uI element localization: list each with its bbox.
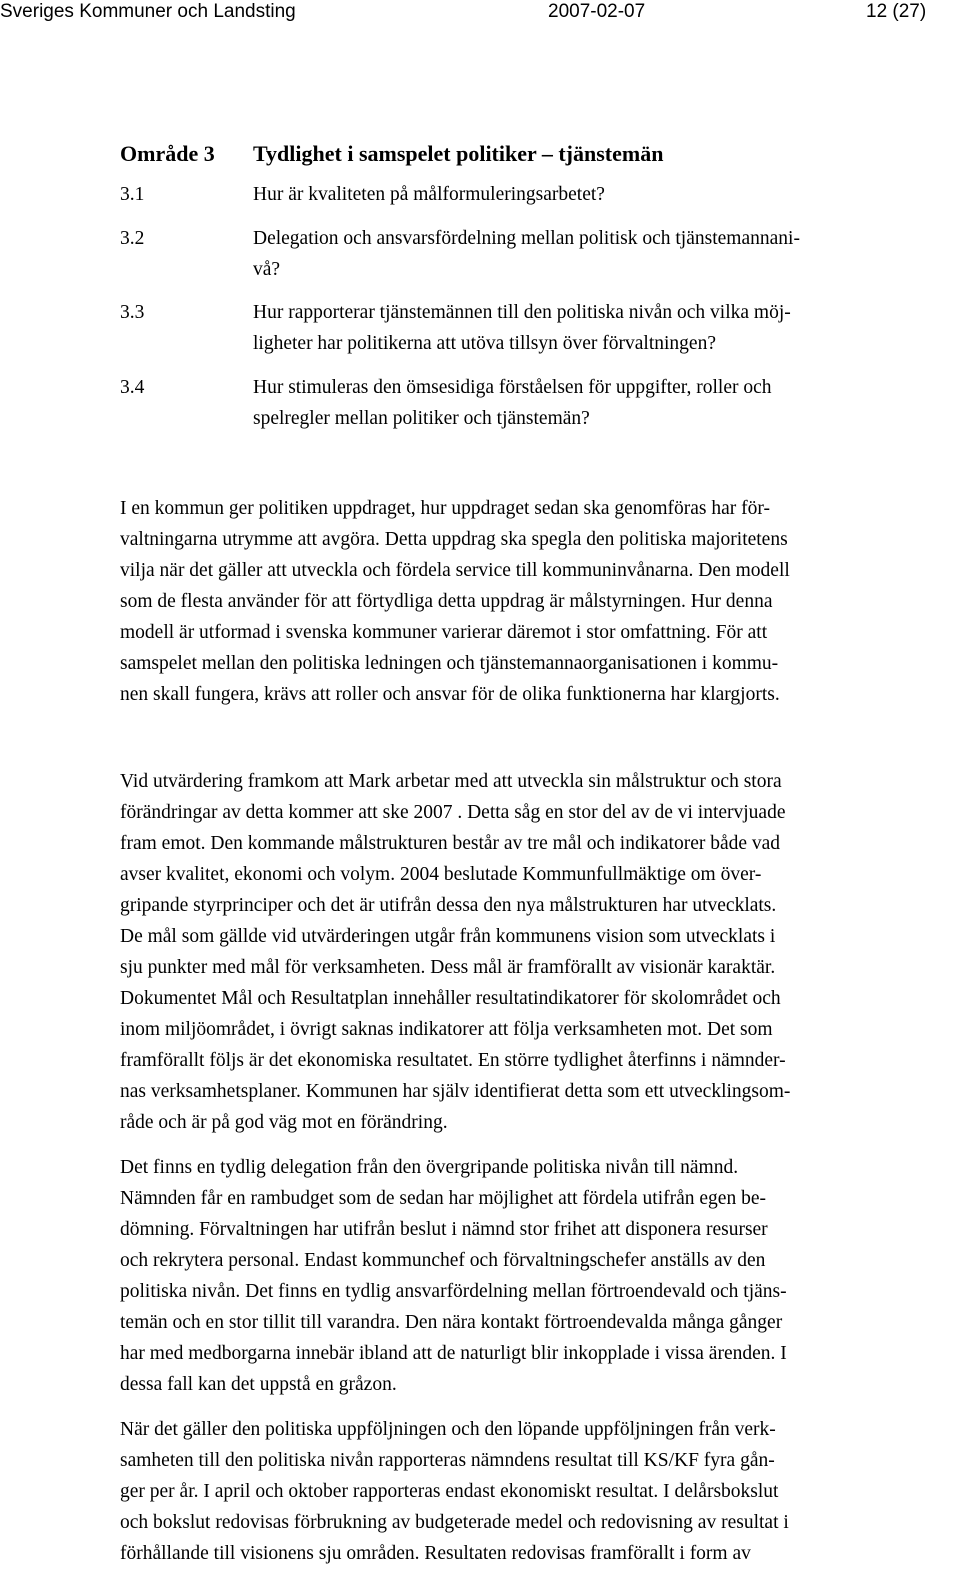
- page-header: [0, 0, 960, 28]
- header-page-number: 12 (27): [866, 1, 927, 22]
- header-date: 2007-02-07: [548, 1, 646, 22]
- body-paragraph: När det gäller den politiska uppföljningen och den löpande uppföljningen från verk- samheten till den politiska nivån rapporteras nämndens resultat till KS/KF fyra gån- ger per år. I april och oktober rapporteras endast ekonomiskt resultat. I delårsbokslut och bokslut redovisas förbrukning av budgeterade medel och redovisning av resultat i förhållande till visionens sju områden. Resultaten redovisas framförallt i form av: [120, 1419, 789, 1564]
- section-number: Område 3: [120, 141, 215, 166]
- body-paragraph: Vid utvärdering framkom att Mark arbetar med att utveckla sin målstruktur och stora förändringar av detta kommer att ske 2007 . Detta såg en stor del av de vi intervjuade fram emot. Den kommande målstrukturen består av tre mål och indikatorer både vad avser kvalitet, ekonomi och volym. 2004 beslutade Kommunfullmäktige om över- gripande styrprinciper och det är utifrån dessa den nya målstrukturen har utvecklats. De mål som gällde vid utvärderingen utgår från kommunens vision som utvecklats i sju punkter med mål för verksamheten. Dess mål är framförallt av visionär karaktär. Dokumentet Mål och Resultatplan innehåller resultatindikatorer för skolområdet och inom miljöområdet, i övrigt saknas indikatorer att följa verksamheten mot. Det som framförallt följs är det ekonomiska resultatet. En större tydlighet återfinns i nämnder- nas verksamhetsplaner. Kommunen har själv identifierat detta som ett utvecklingsom- råde och är på god väg mot en förändring.: [120, 771, 791, 1133]
- question-item: [120, 179, 910, 210]
- header-organization: Sveriges Kommuner och Landsting: [0, 1, 296, 22]
- question-number: 3.2: [120, 228, 145, 249]
- section-heading: [120, 139, 910, 169]
- question-item: [120, 223, 910, 285]
- section-title: Tydlighet i samspelet politiker – tjänstemän: [253, 141, 664, 166]
- question-number: 3.1: [120, 184, 145, 205]
- body-paragraph: I en kommun ger politiken uppdraget, hur uppdraget sedan ska genomföras har för- valtningarna utrymme att avgöra. Detta uppdrag ska spegla den politiska majoritetens vilja när det gäller att utveckla och fördela service till kommuninvånarna. Den modell som de flesta använder för att förtydliga detta uppdrag är målstyrningen. Hur denna modell är utformad i svenska kommuner varierar däremot i stor omfattning. För att samspelet mellan den politiska ledningen och tjänstemannaorganisationen i kommu- nen skall fungera, krävs att roller och ansvar för de olika funktionerna har klargjorts.: [120, 498, 790, 705]
- question-text: Delegation och ansvarsfördelning mellan politisk och tjänstemannani- vå?: [253, 228, 800, 280]
- body-paragraph: Det finns en tydlig delegation från den övergripande politiska nivån till nämnd. Nämnden får en rambudget som de sedan har möjlighet att fördela utifrån egen be- dömning. Förvaltningen har utifrån beslut i nämnd stor frihet att disponera resurser och rekrytera personal. Endast kommunchef och förvaltningschefer anställs av den politiska nivån. Det finns en tydlig ansvarfördelning mellan förtroendevald och tjäns- temän och en stor tillit till varandra. Den nära kontakt förtroendevalda många gånger har med medborgarna innebär ibland att de naturligt blir inkopplade i vissa ärenden. I dessa fall kan det uppstå en gråzon.: [120, 1157, 787, 1395]
- question-text: Hur är kvaliteten på målformuleringsarbetet?: [253, 184, 605, 205]
- question-number: 3.3: [120, 302, 145, 323]
- question-text: Hur rapporterar tjänstemännen till den politiska nivån och vilka möj- ligheter har politikerna att utöva tillsyn över förvaltningen?: [253, 302, 791, 354]
- question-number: 3.4: [120, 377, 145, 398]
- question-item: [120, 297, 910, 359]
- question-item: [120, 372, 910, 434]
- question-text: Hur stimuleras den ömsesidiga förståelsen för uppgifter, roller och spelregler mellan politiker och tjänstemän?: [253, 377, 772, 429]
